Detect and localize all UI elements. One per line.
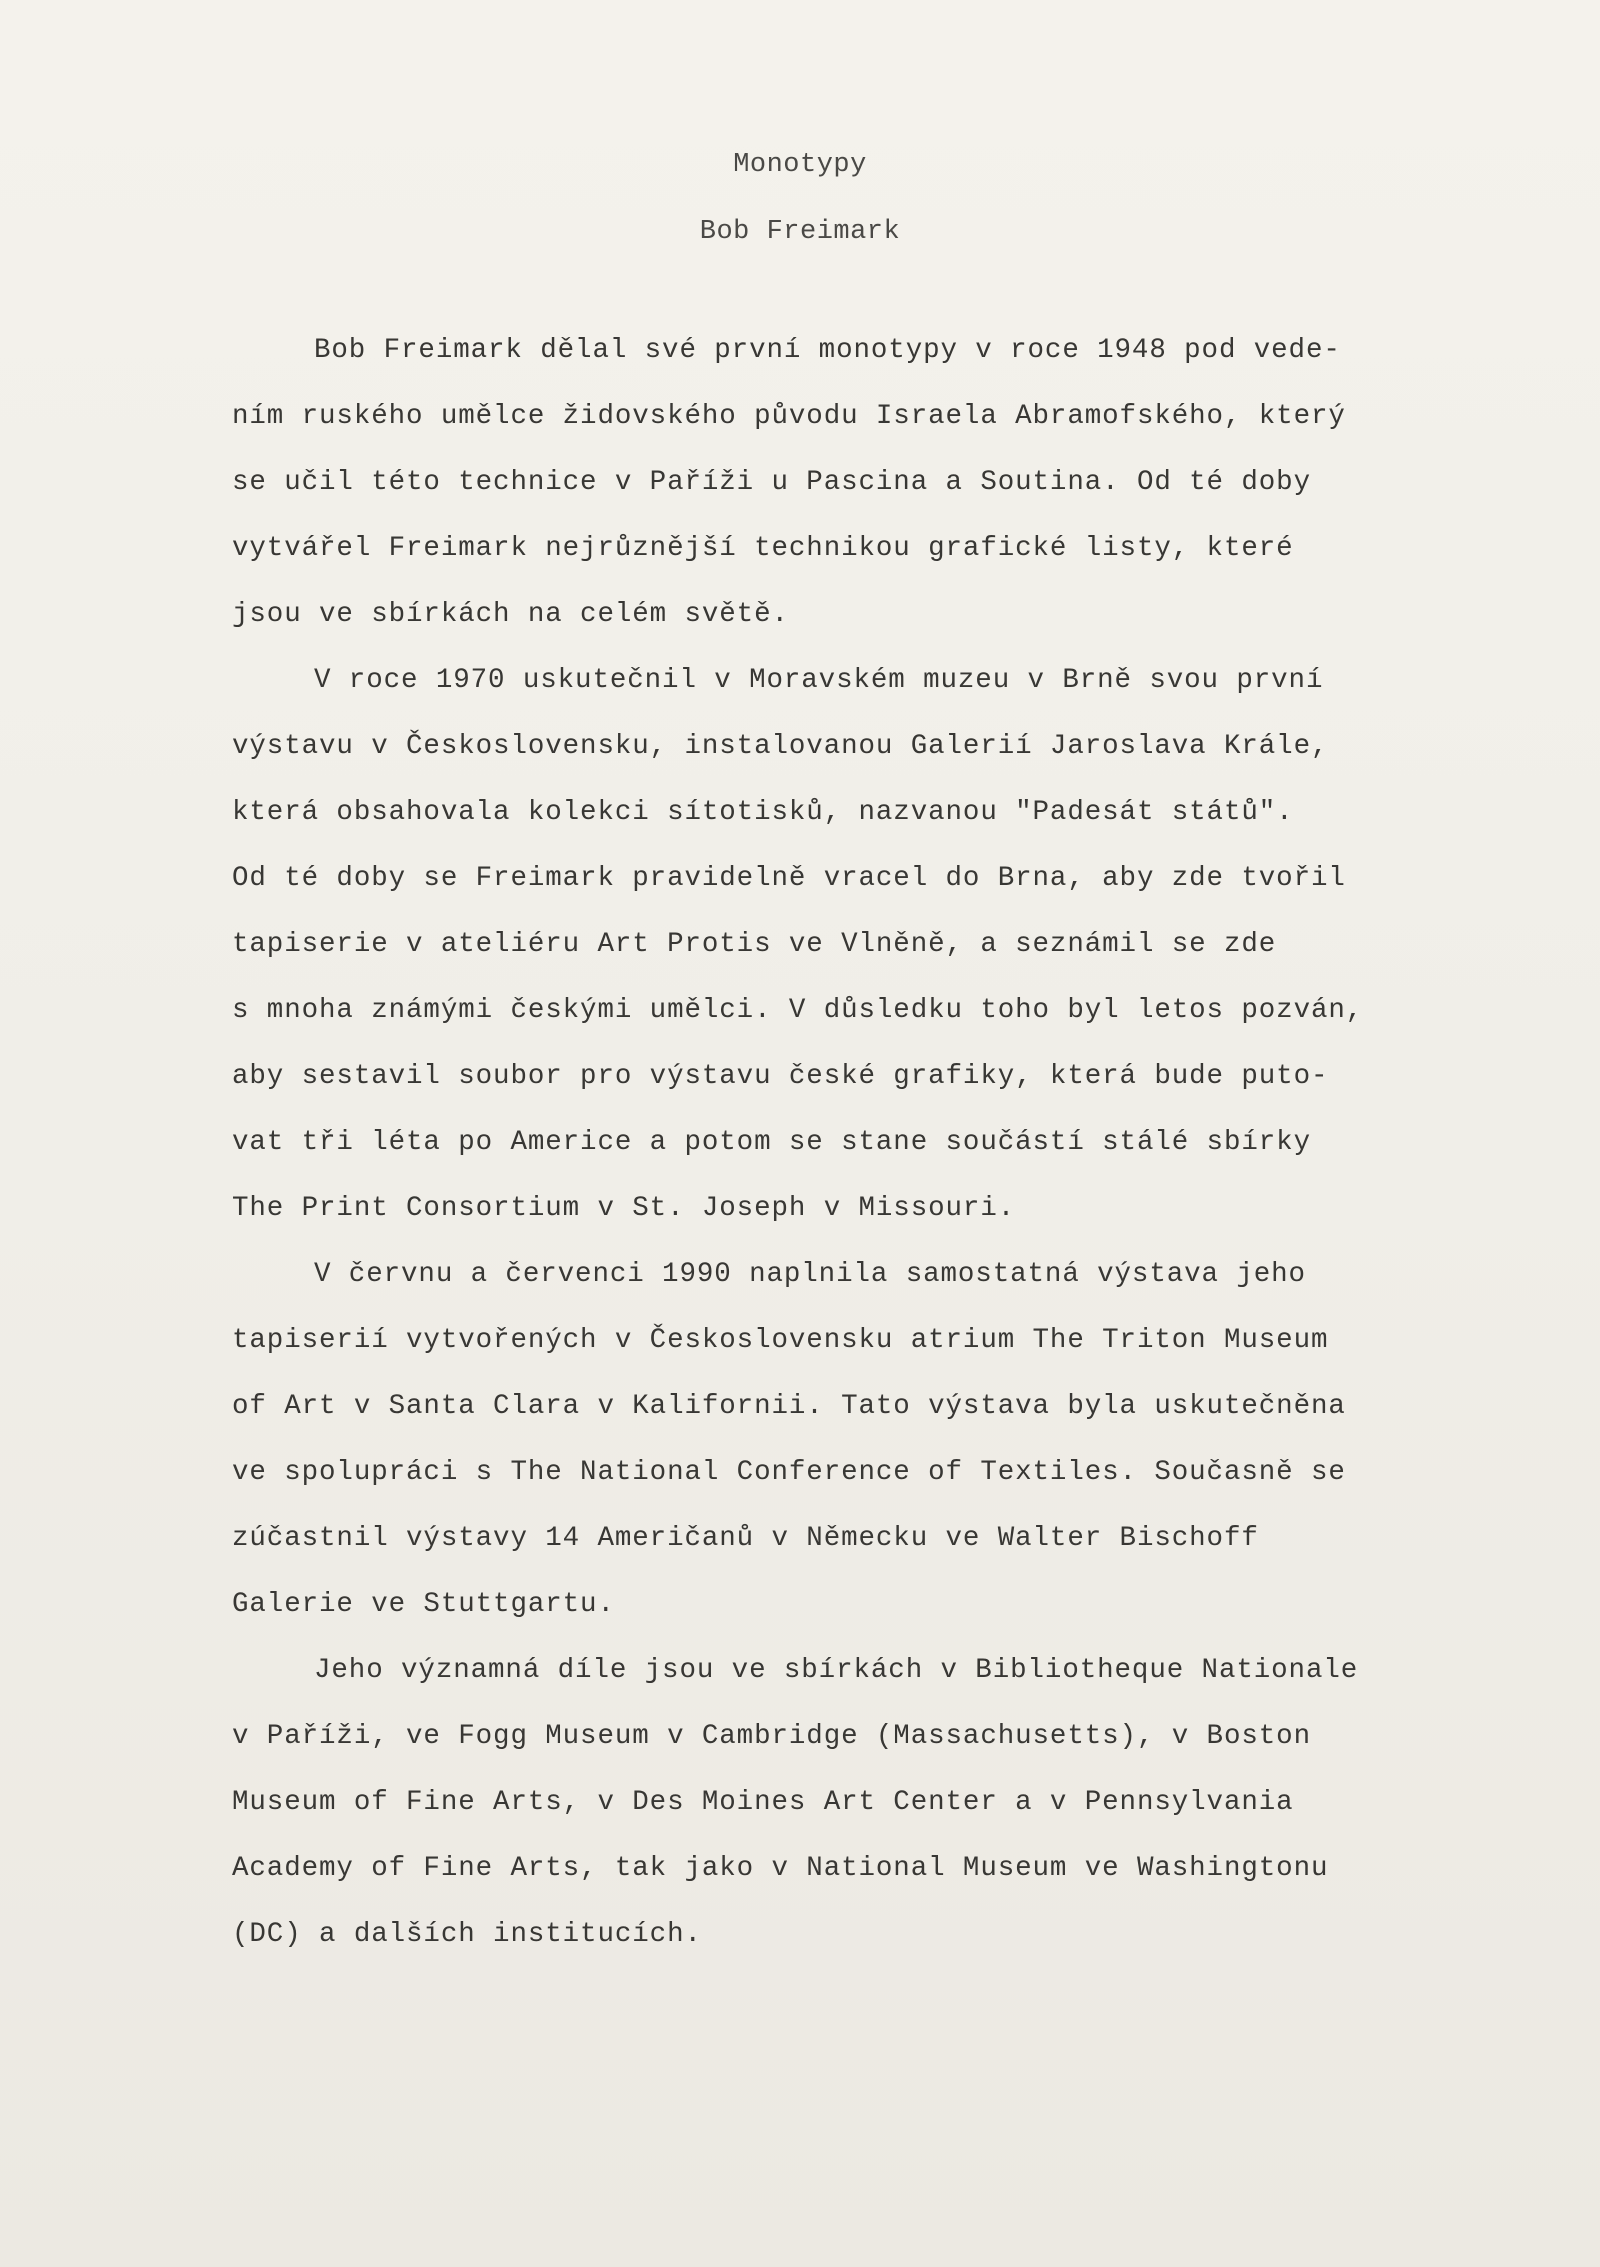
text-line: The Print Consortium v St. Joseph v Missouri. [232, 1193, 1016, 1224]
text-line: V roce 1970 uskutečnil v Moravském muzeu v Brně svou první [314, 665, 1324, 696]
text-line: tapiserie v ateliéru Art Protis ve Vlněně, a seznámil se zde [232, 929, 1277, 960]
text-line: Galerie ve Stuttgartu. [232, 1589, 615, 1620]
text-line: ve spolupráci s The National Conference of Textiles. Současně se [232, 1457, 1346, 1488]
paragraph-1 [232, 318, 1542, 648]
body-text [232, 318, 1542, 1968]
text-line: Jeho významná díle jsou ve sbírkách v Bibliotheque Nationale [314, 1655, 1359, 1686]
text-line: Academy of Fine Arts, tak jako v National Museum ve Washingtonu [232, 1853, 1329, 1884]
document-subtitle: Bob Freimark [699, 217, 901, 247]
text-line: v Paříži, ve Fogg Museum v Cambridge (Massachusetts), v Boston [232, 1721, 1311, 1752]
text-line: se učil této technice v Paříži u Pascina a Soutina. Od té doby [232, 467, 1311, 498]
text-line: of Art v Santa Clara v Kalifornii. Tato výstava byla uskutečněna [232, 1391, 1346, 1422]
document-title: Monotypy [733, 150, 867, 180]
text-line: jsou ve sbírkách na celém světě. [232, 599, 789, 630]
paragraph-2 [232, 648, 1542, 1242]
text-line: která obsahovala kolekci sítotisků, nazvanou "Padesát států". [232, 797, 1294, 828]
text-line: Museum of Fine Arts, v Des Moines Art Center a v Pennsylvania [232, 1787, 1294, 1818]
text-line: tapiserií vytvořených v Československu atrium The Triton Museum [232, 1325, 1329, 1356]
text-line: vytvářel Freimark nejrůznější technikou grafické listy, které [232, 533, 1294, 564]
text-line: ním ruského umělce židovského původu Israela Abramofského, který [232, 401, 1346, 432]
paragraph-3 [232, 1242, 1542, 1638]
text-line: V červnu a červenci 1990 naplnila samostatná výstava jeho [314, 1259, 1306, 1290]
text-line: (DC) a dalších institucích. [232, 1919, 702, 1950]
text-line: výstavu v Československu, instalovanou Galerií Jaroslava Krále, [232, 731, 1329, 762]
text-line: zúčastnil výstavy 14 Američanů v Německu ve Walter Bischoff [232, 1523, 1259, 1554]
paragraph-4 [232, 1638, 1542, 1968]
text-line: Od té doby se Freimark pravidelně vracel do Brna, aby zde tvořil [232, 863, 1346, 894]
text-line: s mnoha známými českými umělci. V důsledku toho byl letos pozván, [232, 995, 1364, 1026]
text-line: vat tři léta po Americe a potom se stane součástí stálé sbírky [232, 1127, 1311, 1158]
text-line: aby sestavil soubor pro výstavu české grafiky, která bude puto- [232, 1061, 1329, 1092]
text-line: Bob Freimark dělal své první monotypy v roce 1948 pod vede- [314, 335, 1341, 366]
